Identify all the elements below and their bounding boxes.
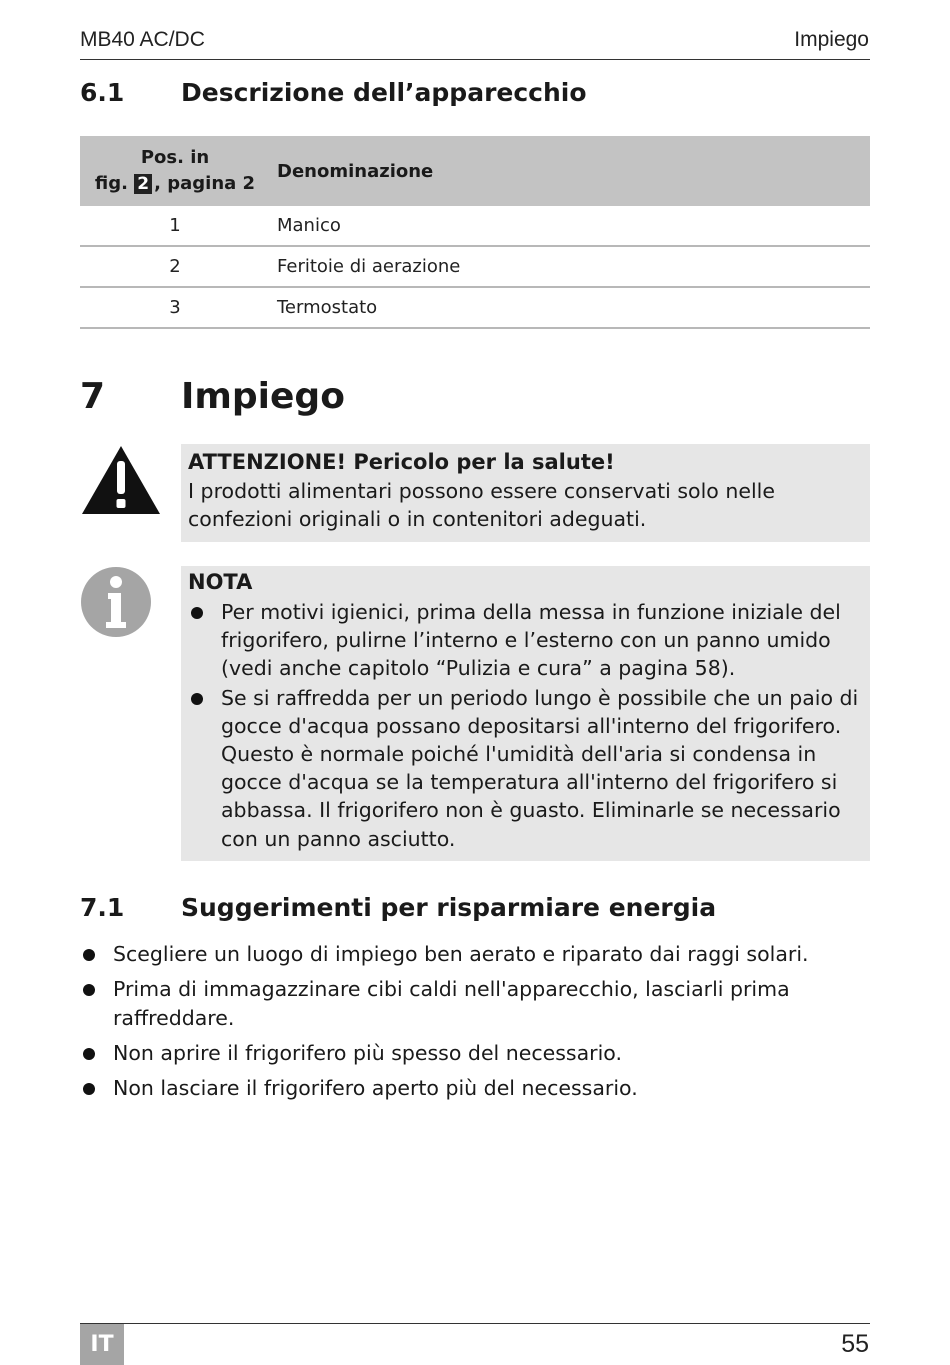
- note-line: Se si raffredda per un periodo lungo è possibile che un paio di: [221, 685, 859, 710]
- chapter-number: 7: [80, 376, 106, 417]
- tip-line: raffreddare.: [113, 1006, 235, 1030]
- table-row: [80, 287, 870, 328]
- warning-title: ATTENZIONE! Pericolo per la salute!: [188, 450, 615, 474]
- tip-line: Prima di immagazzinare cibi caldi nell'apparecchio, lasciarli prima: [113, 977, 790, 1001]
- chapter-7-heading: [0, 376, 950, 422]
- list-item: [80, 940, 870, 969]
- row-position: 3: [80, 287, 270, 328]
- row-position: 1: [80, 206, 270, 246]
- list-item: [188, 598, 862, 683]
- note-line: con un panno asciutto.: [221, 826, 456, 851]
- note-line: abbassa. Il frigorifero non è guasto. Eliminarle se necessario: [221, 798, 841, 823]
- list-item: [80, 1074, 870, 1103]
- section-7-1-heading: [0, 893, 950, 927]
- list-item: [80, 1039, 870, 1068]
- note-line: gocce d'acqua se la temperatura all'interno del frigorifero si: [221, 770, 838, 795]
- column-header-name: Denominazione: [270, 136, 870, 206]
- list-item: [80, 975, 870, 1033]
- info-icon: [80, 566, 152, 638]
- row-name: Feritoie di aerazione: [270, 246, 870, 287]
- section-title: Suggerimenti per risparmiare energia: [181, 893, 717, 922]
- note-list: [188, 598, 862, 854]
- note-line: Questo è normale poiché l'umidità dell'aria si condensa in: [221, 742, 817, 767]
- header-section: Impiego: [794, 28, 869, 51]
- table-row: [80, 246, 870, 287]
- warning-text: [188, 477, 860, 533]
- section-number: 6.1: [80, 78, 125, 107]
- row-name: Termostato: [270, 287, 870, 328]
- footer-divider: [80, 1323, 870, 1324]
- note-title: NOTA: [188, 570, 253, 594]
- header-divider: [80, 59, 870, 60]
- warning-line: confezioni originali o in contenitori adeguati.: [188, 507, 647, 531]
- language-badge: IT: [80, 1324, 124, 1365]
- table-header-row: [80, 136, 870, 206]
- energy-tips-list: [80, 940, 870, 1109]
- note-line: gocce d'acqua possano depositarsi all'interno del frigorifero.: [221, 713, 842, 738]
- col1-fig-prefix: fig.: [94, 173, 128, 194]
- col1-line1: Pos. in: [140, 147, 210, 168]
- note-box: [181, 566, 870, 861]
- column-header-position: [80, 136, 270, 206]
- section-6-1-heading: [0, 78, 950, 112]
- row-position: 2: [80, 246, 270, 287]
- warning-line: I prodotti alimentari possono essere conservati solo nelle: [188, 479, 775, 503]
- header-product: MB40 AC/DC: [80, 28, 205, 51]
- page-number: 55: [841, 1330, 869, 1358]
- tip-line: Non lasciare il frigorifero aperto più del necessario.: [113, 1076, 638, 1100]
- warning-triangle-icon: [80, 444, 162, 516]
- section-number: 7.1: [80, 893, 125, 922]
- parts-table: [80, 136, 870, 329]
- row-name: Manico: [270, 206, 870, 246]
- tip-line: Scegliere un luogo di impiego ben aerato e riparato dai raggi solari.: [113, 942, 809, 966]
- note-line: (vedi anche capitolo “Pulizia e cura” a pagina 58).: [221, 656, 736, 681]
- col1-fig-suffix: , pagina 2: [154, 173, 256, 194]
- chapter-title: Impiego: [181, 376, 345, 417]
- list-item: [188, 684, 862, 853]
- note-line: frigorifero, pulirne l’interno e l’esterno con un panno umido: [221, 628, 831, 653]
- tip-line: Non aprire il frigorifero più spesso del necessario.: [113, 1041, 622, 1065]
- note-line: Per motivi igienici, prima della messa in funzione iniziale del: [221, 600, 841, 624]
- figure-number-badge: 2: [134, 174, 152, 194]
- section-title: Descrizione dell’apparecchio: [181, 78, 587, 107]
- table-row: [80, 206, 870, 246]
- warning-box: [181, 444, 870, 542]
